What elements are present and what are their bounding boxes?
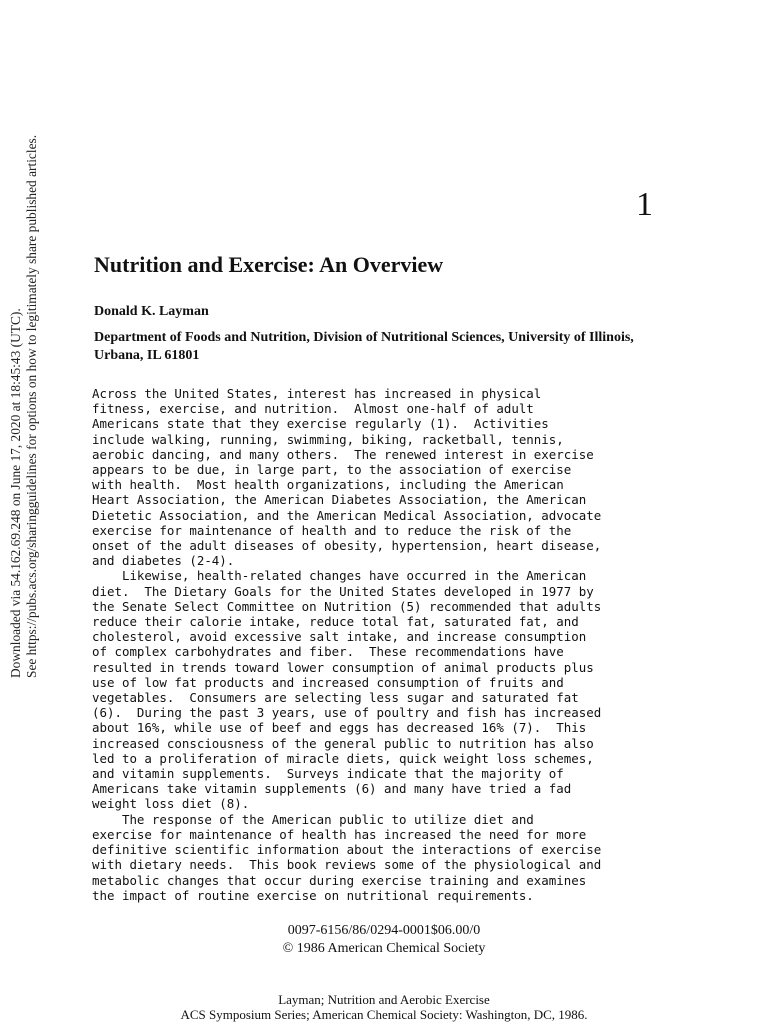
body-line: definitive scientific information about the interactions of exercise: [92, 842, 602, 858]
download-notice: [8, 0, 54, 688]
body-line: reduce their calorie intake, reduce total fat, saturated fat, and: [92, 614, 579, 630]
body-line: weight loss diet (8).: [92, 796, 250, 812]
body-line: Heart Association, the American Diabetes Association, the American: [92, 492, 587, 508]
body-line: Americans state that they exercise regularly (1). Activities: [92, 416, 549, 432]
body-line: exercise for maintenance of health and to reduce the risk of the: [92, 522, 572, 538]
body-line: vegetables. Consumers are selecting less sugar and saturated fat: [92, 690, 579, 706]
body-line: with dietary needs. This book reviews some of the physiological and: [92, 857, 602, 873]
body-line: include walking, running, swimming, biking, racketball, tennis,: [92, 431, 564, 447]
chapter-number: 1: [636, 186, 653, 223]
author-name: Donald K. Layman: [94, 304, 209, 319]
document-code: 0097-6156/86/0294-0001$06.00/0: [287, 923, 481, 938]
chapter-title: Nutrition and Exercise: An Overview: [94, 252, 444, 277]
download-notice-line-2: See https://pubs.acs.org/sharingguidelines for options on how to legitimately share published articles.: [24, 134, 39, 678]
page-footer: [0, 992, 768, 1022]
footer-citation: Layman; Nutrition and Aerobic Exercise: [278, 992, 490, 1007]
body-line: Likewise, health-related changes have occurred in the American: [92, 568, 587, 584]
body-line: exercise for maintenance of health has increased the need for more: [92, 826, 587, 842]
body-line: onset of the adult diseases of obesity, hypertension, heart disease,: [92, 538, 602, 554]
body-line: cholesterol, avoid excessive salt intake, and increase consumption: [92, 629, 587, 645]
body-line: Dietetic Association, and the American Medical Association, advocate: [92, 507, 602, 523]
body-line: and diabetes (2-4).: [92, 553, 235, 569]
body-line: The response of the American public to utilize diet and: [92, 811, 534, 827]
body-line: use of low fat products and increased consumption of fruits and: [92, 674, 564, 690]
body-line: with health. Most health organizations, including the American: [92, 477, 564, 493]
body-line: of complex carbohydrates and fiber. These recommendations have: [92, 644, 564, 660]
body-line: about 16%, while use of beef and eggs has decreased 16% (7). This: [92, 720, 587, 736]
body-line: Americans take vitamin supplements (6) and many have tried a fad: [92, 781, 572, 797]
body-line: (6). During the past 3 years, use of poultry and fish has increased: [92, 705, 602, 721]
body-line: metabolic changes that occur during exercise training and examines: [92, 872, 587, 888]
body-line: resulted in trends toward lower consumption of animal products plus: [92, 659, 594, 675]
body-line: fitness, exercise, and nutrition. Almost one-half of adult: [92, 401, 534, 417]
download-notice-line-1: Downloaded via 54.162.69.248 on June 17, 2020 at 18:45:43 (UTC).: [8, 308, 23, 678]
body-line: Across the United States, interest has increased in physical: [92, 386, 542, 401]
body-line: the Senate Select Committee on Nutrition (5) recommended that adults: [92, 598, 602, 614]
body-text: [92, 386, 682, 903]
footer-series: ACS Symposium Series; American Chemical Society: Washington, DC, 1986.: [180, 1007, 588, 1022]
body-line: led to a proliferation of miracle diets, quick weight loss schemes,: [92, 750, 594, 766]
body-line: appears to be due, in large part, to the association of exercise: [92, 462, 572, 478]
body-line: increased consciousness of the general public to nutrition has also: [92, 735, 594, 751]
body-line: aerobic dancing, and many others. The renewed interest in exercise: [92, 446, 594, 462]
body-line: diet. The Dietary Goals for the United States developed in 1977 by: [92, 583, 594, 599]
author-affiliation: Department of Foods and Nutrition, Division of Nutritional Sciences, University of Illinois, Urbana, IL 61801: [94, 330, 634, 363]
copyright-block: [0, 922, 768, 958]
body-line: and vitamin supplements. Surveys indicate that the majority of: [92, 766, 564, 782]
body-line: the impact of routine exercise on nutritional requirements.: [92, 887, 534, 903]
copyright-notice: © 1986 American Chemical Society: [282, 941, 486, 956]
